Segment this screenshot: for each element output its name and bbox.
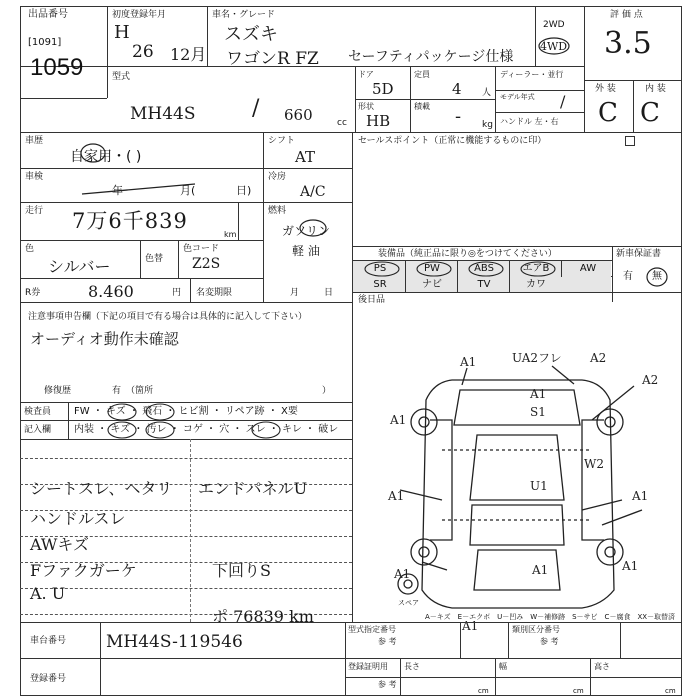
- remark-4: AWキズ: [30, 535, 90, 554]
- rule-line: [20, 458, 352, 459]
- remark-1: シートスレ、ヘタリ: [30, 479, 173, 498]
- col-divider: [68, 402, 69, 439]
- notes-value: オーディオ動作未確認: [30, 330, 179, 348]
- equipment-divider: [457, 261, 458, 277]
- mileage-label: 走行: [25, 206, 44, 216]
- mileage-value: 7万6千839: [72, 209, 188, 233]
- mark-3: A2: [590, 351, 607, 365]
- col-divider: [140, 240, 141, 278]
- int-grade: C: [640, 98, 660, 128]
- col-divider: [612, 246, 613, 302]
- history-value: 自家用・( ): [70, 149, 142, 165]
- col-divider: [535, 6, 536, 66]
- remark-5: Fファクガーケ: [30, 561, 137, 580]
- recycle-label: R券: [25, 288, 41, 298]
- col-divider: [238, 202, 239, 240]
- inspector-row-1: FW ・ キズ ・ 飛石 ・ ヒビ割 ・ リペア跡 ・ X要: [74, 406, 298, 417]
- dealer-slash: /: [560, 92, 566, 111]
- equipment-item: カワ: [526, 279, 546, 290]
- cc-unit: cc: [337, 118, 347, 128]
- transfer-day: 日: [324, 288, 334, 298]
- row-divider: [495, 112, 584, 113]
- mark-9: A1: [388, 489, 405, 503]
- lot-label: 出品番号: [28, 9, 68, 20]
- shape-label: 形状: [358, 102, 374, 111]
- first-reg-label: 初度登録年月: [112, 10, 167, 20]
- equipment-circle: [362, 261, 402, 277]
- col-divider: [345, 622, 346, 696]
- row-divider: [345, 658, 682, 659]
- repair-label: 修復歴: [44, 386, 72, 396]
- width-unit: cm: [573, 687, 584, 695]
- equipment-label: 装備品（純正品に限り◎をつけてください）: [378, 249, 557, 259]
- model-year-label: モデル年式: [500, 93, 535, 101]
- remark-3: ハンドルスレ: [30, 509, 126, 528]
- equipment-item: TV: [477, 279, 491, 290]
- col-divider: [100, 622, 101, 696]
- sales-label: セールスポイント（正常に機能するものに印）: [358, 136, 547, 146]
- repair-have: 有: [112, 386, 122, 396]
- remark-2: エンドパネルU: [198, 479, 308, 498]
- fuel-gas: ガソリン: [282, 224, 331, 238]
- fuel-diesel: 軽 油: [292, 244, 320, 258]
- load-label: 積載: [414, 102, 430, 111]
- reg-cert-label: 登録証明用: [348, 662, 388, 671]
- warranty-have: 有: [623, 271, 633, 282]
- fuel-circle: [298, 218, 328, 238]
- reg-year: 26: [132, 42, 154, 62]
- era-value: H: [114, 22, 130, 43]
- col-divider: [508, 622, 509, 658]
- col-divider: [584, 6, 585, 132]
- color-value: シルバー: [48, 257, 111, 276]
- row-divider: [20, 622, 682, 623]
- mileage-unit: km: [224, 230, 237, 239]
- equipment-divider: [457, 277, 458, 293]
- type-cert-label: 型式指定番号: [348, 625, 396, 634]
- ac-value: A/C: [300, 184, 326, 200]
- equipment-divider: [405, 277, 406, 293]
- color-code-label: 色コード: [183, 244, 220, 254]
- equipment-item: エアB: [522, 263, 550, 274]
- history-label: 車歴: [25, 136, 44, 146]
- capacity-label: 定員: [414, 70, 430, 79]
- length-unit: cm: [478, 687, 489, 695]
- col-divider: [620, 622, 621, 658]
- capacity-unit: 人: [482, 88, 492, 98]
- mark-14: A1: [462, 619, 479, 633]
- damage-legend: A－キズ E－エクボ U－凹み W－補修跡 S－サビ C－腐食 XX－取替済: [425, 613, 676, 621]
- col-divider: [590, 658, 591, 696]
- load-dash: ‑: [455, 106, 462, 127]
- col-divider: [107, 6, 108, 98]
- row-divider: [20, 168, 352, 169]
- mark-11: A1: [632, 489, 649, 503]
- mark-7: S1: [530, 405, 546, 419]
- drive-label: 2WD: [543, 20, 565, 30]
- width-label: 幅: [499, 662, 507, 671]
- equipment-divider: [561, 261, 562, 277]
- maker-value: スズキ: [224, 24, 278, 45]
- inspection-label: 車検: [25, 172, 44, 182]
- height-unit: cm: [665, 687, 676, 695]
- row-divider: [355, 99, 495, 100]
- fuel-label: 燃料: [268, 206, 287, 216]
- mark-5: A2: [642, 373, 659, 387]
- cc-value: 660: [284, 106, 313, 124]
- chassis-label: 車台番号: [30, 636, 67, 646]
- col-divider: [400, 658, 401, 696]
- transfer-month: 月: [290, 288, 300, 298]
- col-divider: [190, 278, 191, 302]
- row-divider: [20, 202, 352, 203]
- recycle-unit: 円: [172, 288, 182, 298]
- equipment-item: SR: [373, 279, 387, 290]
- equipment-circle: [414, 261, 454, 277]
- ext-grade: C: [598, 98, 618, 128]
- model-name: ワゴンR FZ: [226, 49, 319, 69]
- lot-sub: [1091]: [28, 37, 62, 48]
- col-divider: [495, 658, 496, 696]
- recycle-value: 8.460: [88, 282, 134, 301]
- drive-circle: [537, 36, 571, 56]
- warranty-none: 無: [652, 271, 662, 282]
- equipment-circle: [518, 261, 558, 277]
- type-slash: /: [252, 96, 260, 121]
- load-unit: kg: [482, 120, 493, 130]
- shift-value: AT: [295, 148, 316, 166]
- mark-8: W2: [584, 457, 604, 471]
- reg-cert-ref: 参 考: [378, 680, 397, 689]
- col-divider: [178, 240, 179, 278]
- equipment-divider: [509, 261, 510, 277]
- mark-4: A1: [530, 387, 547, 401]
- reg-month: 12月: [170, 45, 207, 64]
- col-divider: [263, 132, 264, 302]
- row-divider: [20, 278, 263, 279]
- doors-value: 5D: [372, 80, 394, 98]
- equipment-circle: [466, 261, 506, 277]
- score-value: 3.5: [604, 26, 652, 61]
- col-divider: [633, 80, 634, 132]
- row-divider: [20, 658, 345, 659]
- ac-label: 冷房: [268, 172, 287, 182]
- inspection-day-unit: 日): [236, 184, 252, 197]
- row-divider: [345, 677, 682, 678]
- equipment-item: PW: [424, 263, 440, 274]
- inspection-month-unit: 月(: [180, 184, 196, 197]
- ext-label: 外 装: [595, 84, 616, 94]
- car-diagram: [352, 340, 682, 633]
- color-code-value: Z2S: [192, 256, 221, 272]
- int-label: 内 装: [645, 84, 666, 94]
- equipment-item: ABS: [474, 263, 494, 274]
- inspector-circles: [100, 402, 360, 440]
- col-divider: [207, 6, 208, 66]
- history-circle: [80, 143, 106, 163]
- equipment-divider: [509, 277, 510, 293]
- inspection-year-unit: 年: [112, 184, 123, 197]
- inspector-label-1: 検査員: [24, 407, 52, 417]
- dealer-label: ディーラー・並行: [500, 70, 564, 79]
- remarks-mid-dash: [190, 439, 191, 622]
- rule-line: [20, 588, 352, 589]
- inspector-row-2: 内装 ・ キズ ・ 汚レ ・ コゲ ・ 穴 ・ スレ ・ キレ ・ 破レ: [74, 424, 339, 435]
- doors-label: ドア: [358, 70, 374, 79]
- warranty-circle: [645, 266, 669, 288]
- chassis-value: MH44S-119546: [106, 632, 243, 652]
- type-label: 型式: [112, 72, 131, 82]
- mark-6: A1: [390, 413, 407, 427]
- sales-checkbox: [625, 136, 635, 146]
- mark-10: U1: [530, 479, 548, 493]
- drive-value: 4WD: [540, 40, 568, 53]
- shift-label: シフト: [268, 136, 296, 146]
- score-label: 評 価 点: [610, 10, 643, 20]
- col-divider: [410, 66, 411, 132]
- row-divider: [20, 98, 107, 99]
- remark-8: ポ 76839 km: [212, 607, 314, 626]
- warranty-label: 新車保証書: [616, 249, 662, 259]
- shape-value: HB: [366, 112, 391, 130]
- category-label: 類別区分番号: [512, 625, 560, 634]
- inspector-label-2: 記入欄: [24, 425, 52, 435]
- remark-7: A. U: [30, 584, 66, 603]
- equipment-item: PS: [373, 263, 387, 274]
- type-value: MH44S: [130, 104, 196, 124]
- mark-13: A1: [532, 563, 549, 577]
- type-cert-ref: 参 考: [378, 637, 397, 646]
- equipment-item: ナビ: [422, 279, 442, 290]
- remark-6: 下回りS: [212, 561, 271, 580]
- handle-label: ハンドル 左・右: [500, 117, 559, 126]
- rear-seat-label: 後日品: [358, 295, 386, 305]
- reg-number-label: 登録番号: [30, 674, 67, 684]
- name-label: 車名・グレード: [212, 10, 276, 20]
- mark-2: UA2フレ: [512, 351, 562, 365]
- notes-label: 注意事項申告欄（下記の項目で有る場合は具体的に記入して下さい）: [28, 312, 308, 322]
- row-divider: [20, 302, 352, 303]
- row-divider: [20, 240, 263, 241]
- repair-close: ）: [322, 386, 332, 396]
- equipment-divider: [405, 261, 406, 277]
- mark-15: A1: [622, 559, 639, 573]
- grade-note: セーフティパッケージ仕様: [348, 49, 514, 65]
- category-ref: 参 考: [540, 637, 559, 646]
- row-divider: [352, 292, 682, 293]
- color-label: 色: [25, 244, 35, 254]
- lot-number: 1059: [30, 54, 84, 81]
- col-divider: [460, 622, 461, 658]
- row-divider: [495, 90, 584, 91]
- mark-1: A1: [460, 355, 477, 369]
- mark-12: A1: [394, 567, 411, 581]
- repair-place: （箇所: [126, 386, 154, 396]
- color-change-label: 色替: [145, 254, 164, 264]
- col-divider: [495, 66, 496, 132]
- inspection-strike: [80, 180, 200, 200]
- spare-label: スペア: [398, 599, 419, 607]
- row-divider: [352, 246, 682, 247]
- length-label: 長さ: [404, 662, 420, 671]
- transfer-label: 名変期限: [196, 288, 233, 298]
- height-label: 高さ: [594, 662, 610, 671]
- equipment-item: AW: [579, 263, 597, 274]
- row-divider: [20, 132, 682, 133]
- capacity-value: 4: [452, 80, 462, 98]
